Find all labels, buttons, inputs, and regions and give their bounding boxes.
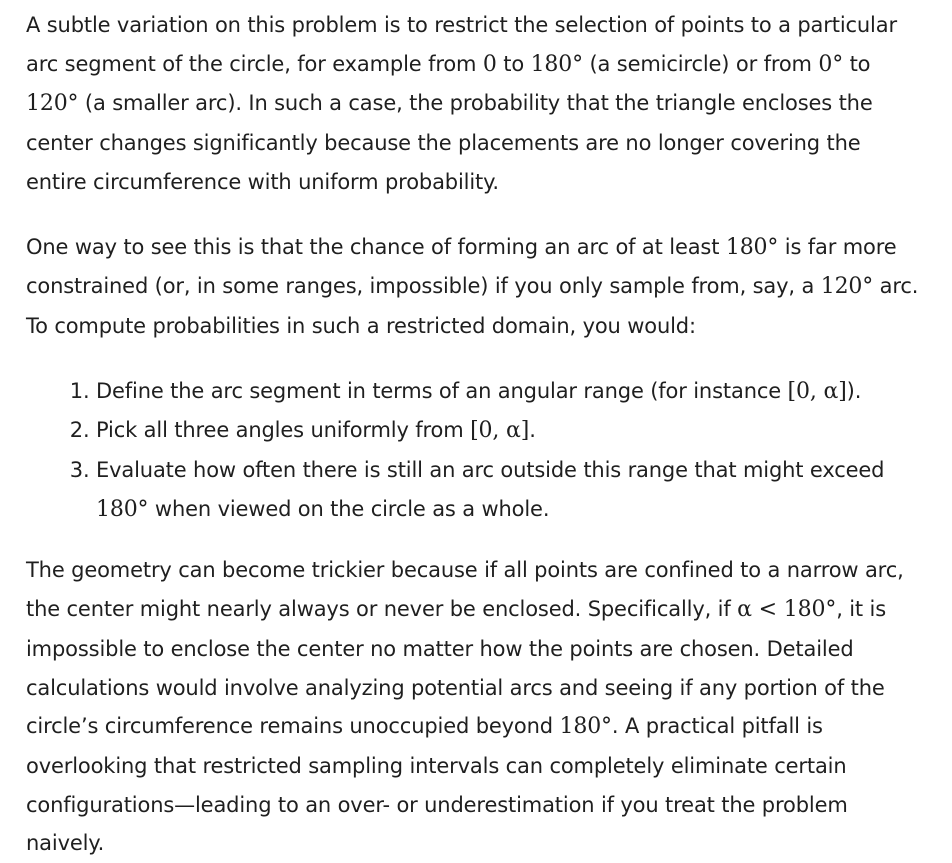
list-item xyxy=(96,451,926,529)
text: , it is impossible to enclose the center no matter how the points are chosen. Detailed calculations would involve analyzing potential arcs and seeing if any portion of the circle’s circumference remains unoccupied beyond xyxy=(26,597,887,739)
math-alpha-inequality: α < 180° xyxy=(737,597,837,623)
math-180-degrees: 180° xyxy=(725,234,779,260)
math-120-degrees: 120° xyxy=(26,91,79,117)
math-0-degrees: 0° xyxy=(818,51,844,77)
text: . xyxy=(529,418,536,443)
math-180-degrees: 180° xyxy=(559,714,612,740)
text: when viewed on the circle as a whole. xyxy=(148,496,550,521)
math-interval: [0, α] xyxy=(470,418,530,444)
paragraph-restricted-arc-intro xyxy=(26,6,926,202)
text: is far more constrained (or, in some ranges, impossible) if you only sample from, say, a xyxy=(26,234,897,299)
math-180-degrees: 180° xyxy=(96,496,149,522)
procedure-list xyxy=(26,372,926,530)
math-zero: 0 xyxy=(482,51,497,77)
text: Define the arc segment in terms of an angular range (for instance xyxy=(96,378,788,403)
text: to xyxy=(496,51,531,76)
paragraph-constraint-explanation xyxy=(26,228,926,346)
document-body xyxy=(26,6,926,863)
math-interval: [0, α] xyxy=(787,378,847,404)
list-item xyxy=(96,411,926,451)
text: (a semicircle) or from xyxy=(582,51,819,76)
paragraph-geometry-pitfall xyxy=(26,551,926,863)
text: Pick all three angles uniformly from xyxy=(96,418,471,443)
text: arc. To compute probabilities in such a restricted domain, you would: xyxy=(26,274,919,338)
text: (a smaller arc). In such a case, the probability that the triangle encloses the center changes significantly because the placements are no longer covering the entire circumference with uniform probability. xyxy=(26,91,873,194)
text: One way to see this is that the chance of forming an arc of at least xyxy=(26,234,726,259)
math-120-degrees: 120° xyxy=(820,274,874,300)
text: . A practical pitfall is overlooking that restricted sampling intervals can completely eliminate certain configurations—leading to an over- or underestimation if you treat the problem naively. xyxy=(26,714,848,856)
list-item xyxy=(96,372,926,412)
text: to xyxy=(843,51,871,76)
text: A subtle variation on this problem is to restrict the selection of points to a particular arc segment of the circle, for example from xyxy=(26,13,897,76)
math-180-degrees: 180° xyxy=(530,51,583,77)
text: The geometry can become trickier because if all points are confined to a narrow arc, the center might nearly always or never be enclosed. Specifically, if xyxy=(26,558,904,622)
text: Evaluate how often there is still an arc outside this range that might exceed xyxy=(96,458,885,483)
text: ). xyxy=(846,378,862,403)
